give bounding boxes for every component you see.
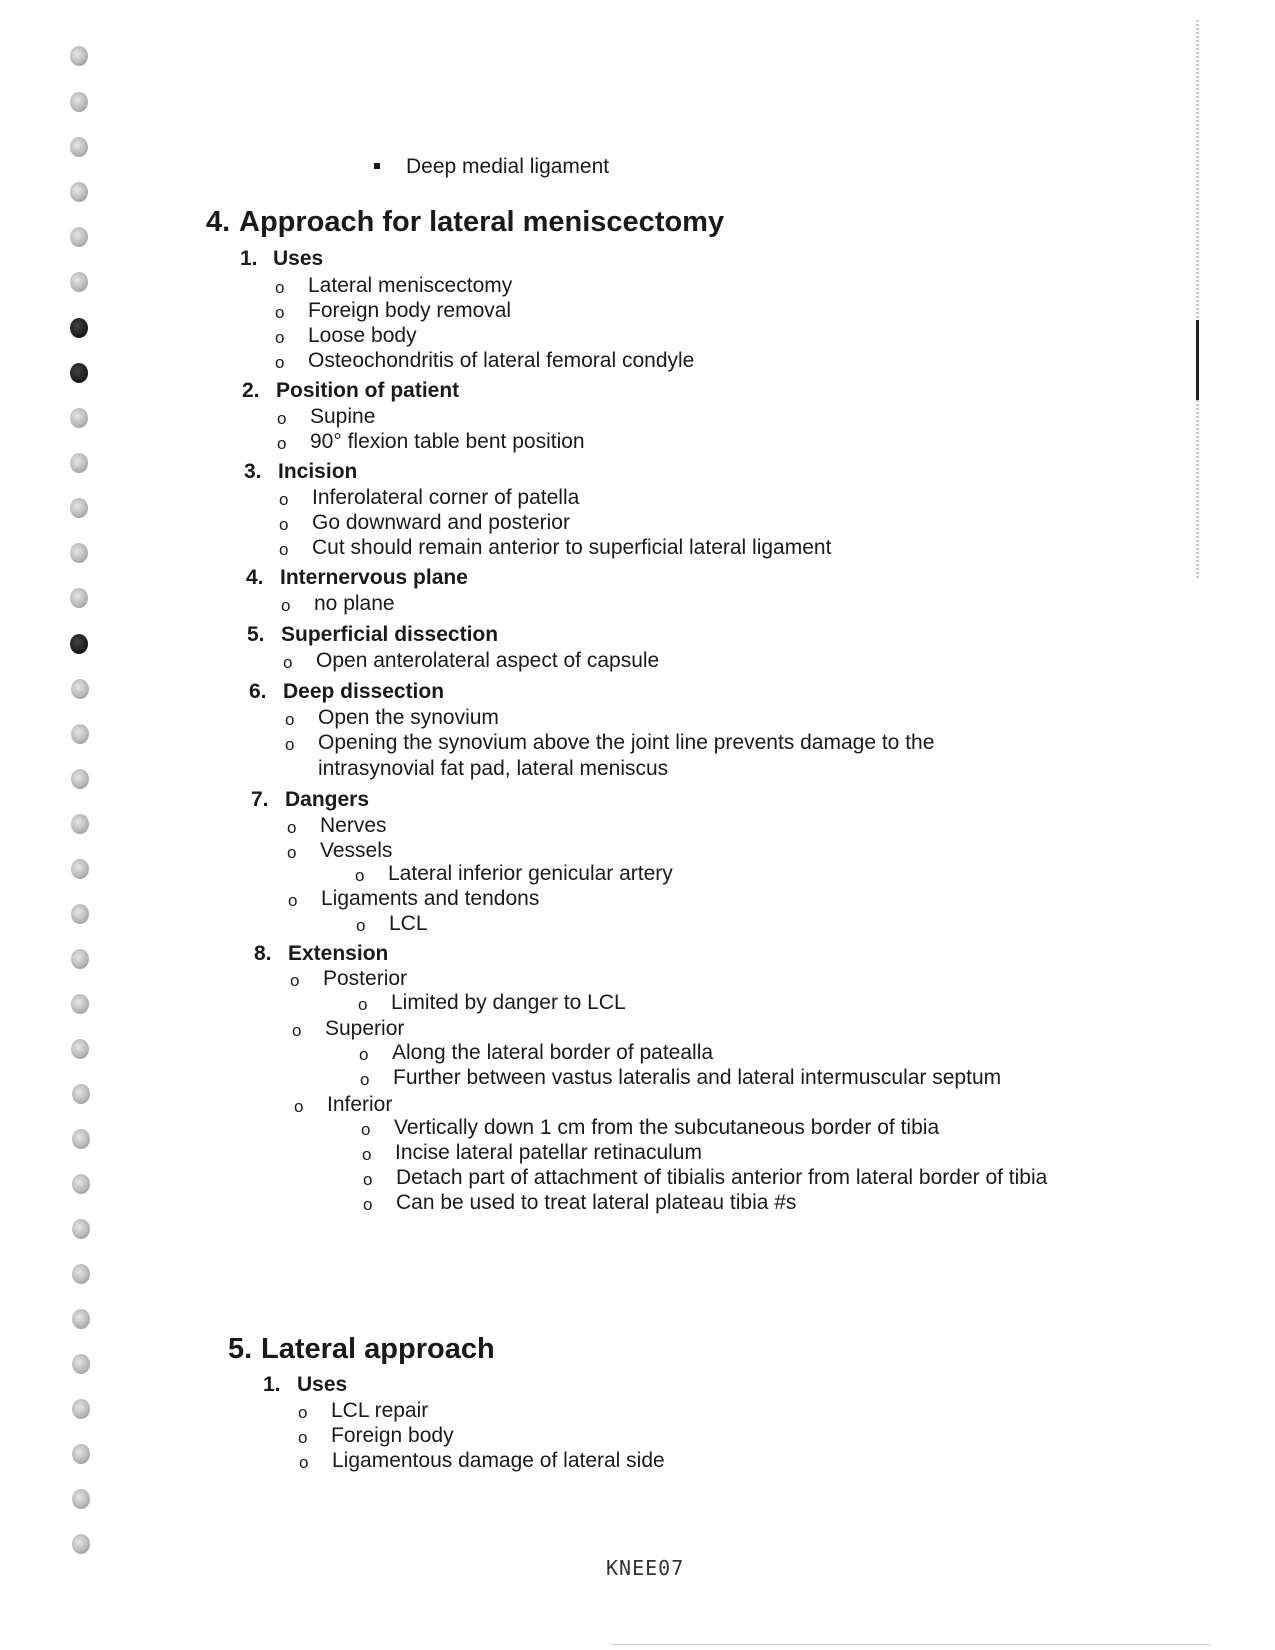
list-item: Inferior: [327, 1093, 393, 1116]
list-item: Nerves: [320, 814, 387, 837]
list-subitem: Vertically down 1 cm from the subcutaneous border of tibia: [394, 1116, 940, 1139]
list-item: Deep medial ligament: [406, 155, 610, 178]
scan-bottom-edge: [610, 1644, 1210, 1645]
subsection-title: Deep dissection: [283, 680, 445, 703]
circle-bullet-icon: o: [299, 1453, 309, 1472]
subsection-title: Uses: [297, 1373, 348, 1396]
section-title: Approach for lateral meniscectomy: [239, 206, 725, 238]
subsection-number: 1.: [263, 1373, 281, 1396]
list-item: Supine: [310, 405, 376, 428]
subsection-title: Position of patient: [276, 379, 460, 402]
list-item: Go downward and posterior: [312, 511, 570, 534]
circle-bullet-icon: o: [277, 409, 287, 428]
list-item: 90° flexion table bent position: [310, 430, 585, 453]
subsection-title: Superficial dissection: [281, 623, 499, 646]
subsection-number: 5.: [247, 623, 265, 646]
circle-bullet-icon: o: [275, 303, 285, 322]
circle-bullet-icon: o: [283, 653, 293, 672]
circle-bullet-icon: o: [355, 866, 365, 885]
page-footer-code: KNEE07: [606, 1556, 685, 1580]
circle-bullet-icon: o: [363, 1195, 373, 1214]
list-item: Cut should remain anterior to superficial lateral ligament: [312, 536, 832, 559]
subsection-number: 6.: [249, 680, 267, 703]
circle-bullet-icon: o: [285, 710, 295, 729]
list-subitem: Limited by danger to LCL: [391, 991, 626, 1014]
circle-bullet-icon: o: [292, 1021, 302, 1040]
circle-bullet-icon: o: [281, 596, 291, 615]
list-item: Inferolateral corner of patella: [312, 486, 580, 509]
list-subitem: Detach part of attachment of tibialis anterior from lateral border of tibia: [396, 1166, 1048, 1189]
circle-bullet-icon: o: [275, 353, 285, 372]
circle-bullet-icon: o: [359, 1045, 369, 1064]
list-item: Osteochondritis of lateral femoral condyle: [308, 349, 695, 372]
circle-bullet-icon: o: [298, 1403, 308, 1422]
circle-bullet-icon: o: [279, 515, 289, 534]
list-item: Posterior: [323, 967, 408, 990]
list-item: Ligamentous damage of lateral side: [332, 1449, 665, 1472]
scan-edge-shadow: [1196, 20, 1199, 580]
list-subitem: Lateral inferior genicular artery: [388, 862, 673, 885]
circle-bullet-icon: o: [287, 818, 297, 837]
section-title: Lateral approach: [261, 1333, 495, 1365]
circle-bullet-icon: o: [279, 540, 289, 559]
binder-punch-holes: [66, 40, 106, 1640]
list-subitem: Along the lateral border of pateallа: [392, 1041, 714, 1064]
list-subitem: LCL: [389, 912, 428, 935]
list-item: Loose body: [308, 324, 417, 347]
list-subitem: Further between vastus lateralis and lateral intermuscular septum: [393, 1066, 1002, 1089]
list-item: Foreign body: [331, 1424, 454, 1447]
list-item: Vessels: [320, 839, 393, 862]
list-item: LCL repair: [331, 1399, 429, 1422]
subsection-title: Internervous plane: [280, 566, 468, 589]
circle-bullet-icon: o: [275, 278, 285, 297]
list-item: Open anterolateral aspect of capsule: [316, 649, 660, 672]
subsection-title: Extension: [288, 942, 389, 965]
list-item: Ligaments and tendons: [321, 887, 540, 910]
circle-bullet-icon: o: [290, 971, 300, 990]
circle-bullet-icon: o: [360, 1070, 370, 1089]
circle-bullet-icon: o: [279, 490, 289, 509]
section-number: 4.: [206, 206, 231, 238]
subsection-title: Dangers: [285, 788, 370, 811]
list-subitem: Can be used to treat lateral plateau tibia #s: [396, 1191, 797, 1214]
circle-bullet-icon: o: [288, 891, 298, 910]
list-item: no plane: [314, 592, 395, 615]
square-bullet-icon: [374, 163, 380, 169]
circle-bullet-icon: o: [275, 328, 285, 347]
subsection-number: 1.: [240, 247, 258, 270]
circle-bullet-icon: o: [363, 1170, 373, 1189]
circle-bullet-icon: o: [298, 1428, 308, 1447]
subsection-number: 3.: [244, 460, 262, 483]
subsection-number: 4.: [246, 566, 264, 589]
circle-bullet-icon: o: [287, 843, 297, 862]
circle-bullet-icon: o: [294, 1097, 304, 1116]
circle-bullet-icon: o: [358, 995, 368, 1014]
circle-bullet-icon: o: [356, 916, 366, 935]
circle-bullet-icon: o: [361, 1120, 371, 1139]
circle-bullet-icon: o: [362, 1145, 372, 1164]
circle-bullet-icon: o: [285, 735, 295, 754]
subsection-title: Incision: [278, 460, 358, 483]
circle-bullet-icon: o: [277, 434, 287, 453]
subsection-number: 8.: [254, 942, 272, 965]
list-subitem: Incise lateral patellar retinaculum: [395, 1141, 702, 1164]
list-item: Lateral meniscectomy: [308, 274, 513, 297]
list-item: Superior: [325, 1017, 405, 1040]
list-item-continuation: intrasynovial fat pad, lateral meniscus: [318, 757, 669, 780]
list-item: Opening the synovium above the joint line prevents damage to the: [318, 731, 935, 754]
section-number: 5.: [228, 1333, 253, 1365]
subsection-number: 7.: [251, 788, 269, 811]
scan-edge-mark: [1196, 320, 1199, 400]
subsection-title: Uses: [273, 247, 324, 270]
list-item: Open the synovium: [318, 706, 499, 729]
subsection-number: 2.: [242, 379, 260, 402]
list-item: Foreign body removal: [308, 299, 512, 322]
